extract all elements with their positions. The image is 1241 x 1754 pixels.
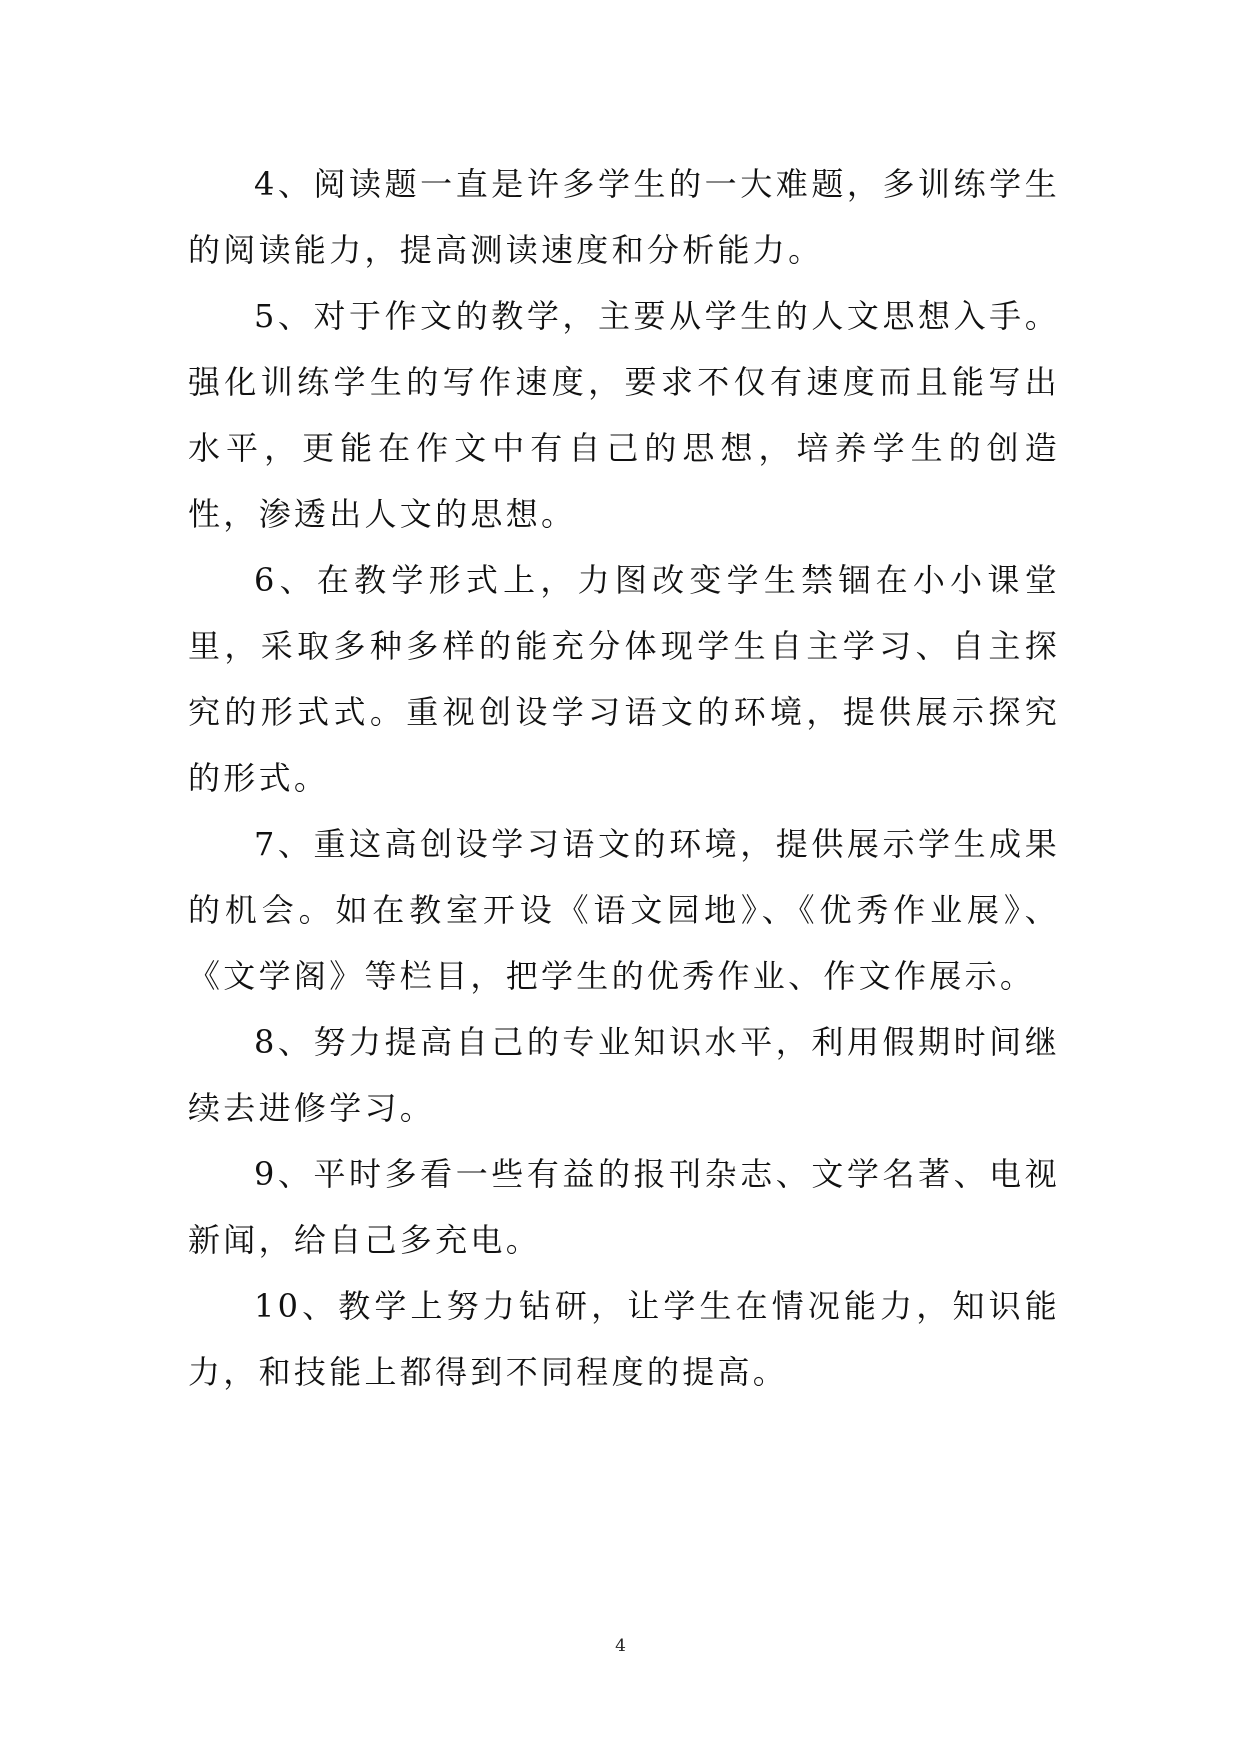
- paragraph-item-8: 8、努力提高自己的专业知识水平，利用假期时间继续去进修学习。: [188, 1023, 1060, 1127]
- paragraph-item-7: 7、重这高创设学习语文的环境，提供展示学生成果的机会。如在教室开设《语文园地》、《优秀作业展》、《文学阁》等栏目，把学生的优秀作业、作文作展示。: [188, 825, 1060, 995]
- paragraph-item-9: 9、平时多看一些有益的报刊杂志、文学名著、电视新闻，给自己多充电。: [188, 1155, 1060, 1259]
- paragraph-item-4: 4、阅读题一直是许多学生的一大难题，多训练学生的阅读能力，提高测读速度和分析能力。: [188, 165, 1060, 269]
- paragraph-item-10: 10、教学上努力钻研，让学生在情况能力，知识能力，和技能上都得到不同程度的提高。: [188, 1287, 1060, 1391]
- paragraph-item-6: 6、在教学形式上，力图改变学生禁锢在小小课堂里，采取多种多样的能充分体现学生自主学习、自主探究的形式式。重视创设学习语文的环境，提供展示探究的形式。: [188, 561, 1060, 797]
- document-body: [188, 151, 1060, 1405]
- paragraph-item-5: 5、对于作文的教学，主要从学生的人文思想入手。强化训练学生的写作速度，要求不仅有速度而且能写出水平，更能在作文中有自己的思想，培养学生的创造性，渗透出人文的思想。: [188, 297, 1060, 533]
- page-number: 4: [615, 1636, 626, 1656]
